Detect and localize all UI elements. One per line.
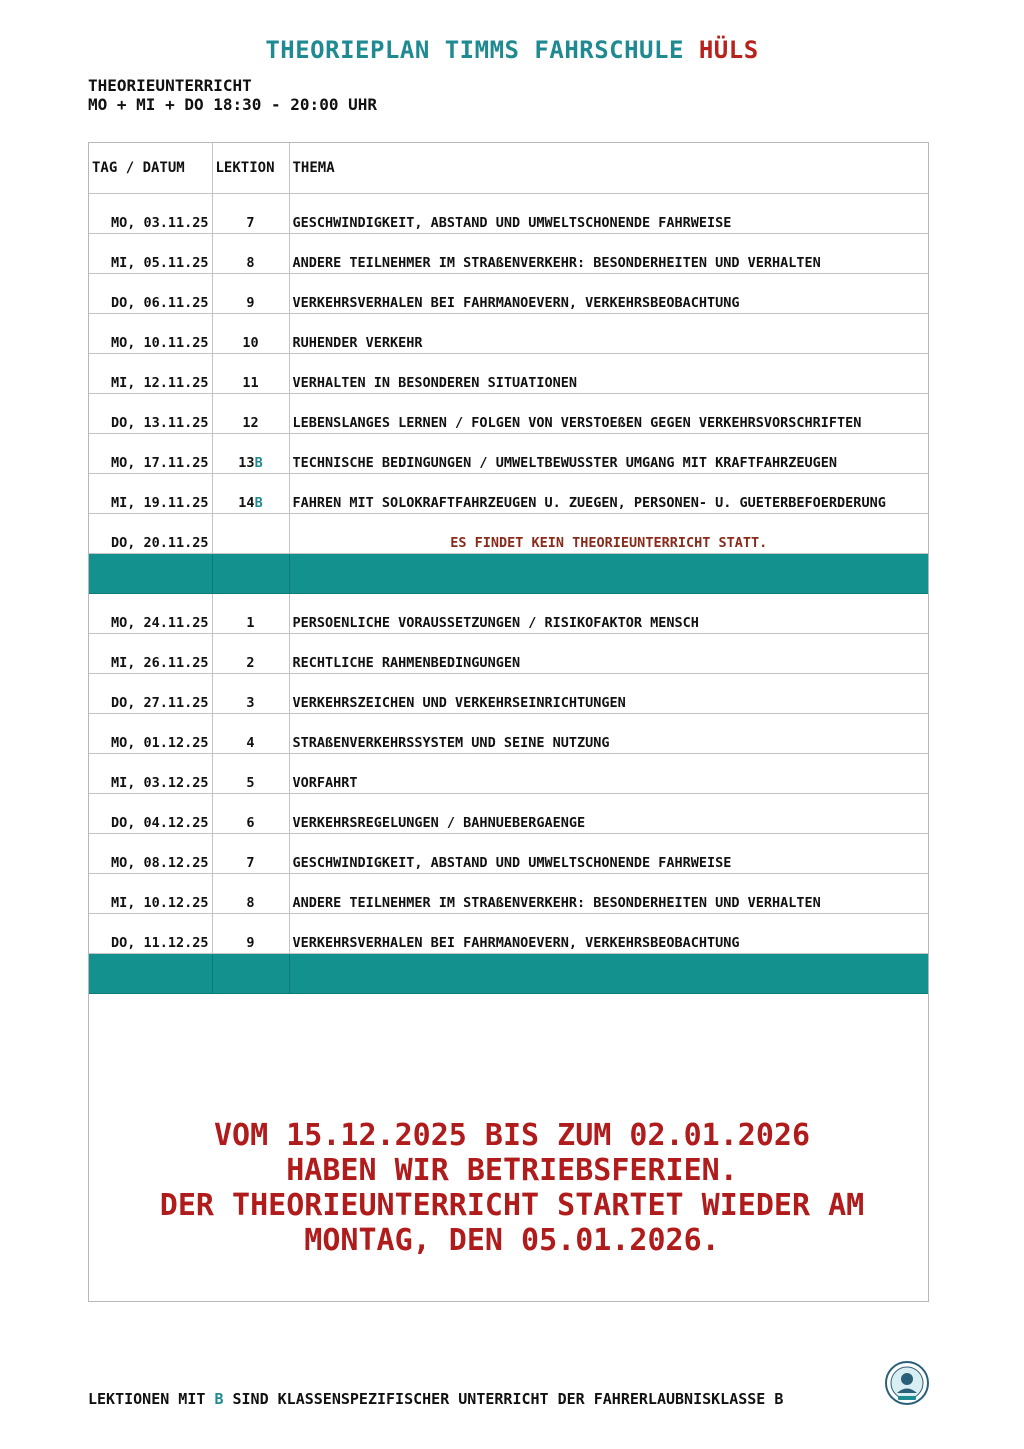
row-topic: ANDERE TEILNEHMER IM STRAßENVERKEHR: BESONDERHEITEN UND VERHALTEN	[289, 874, 928, 914]
row-lesson	[212, 434, 289, 474]
table-row	[89, 234, 928, 274]
row-date: DO, 11.12.25	[89, 914, 212, 954]
row-lesson: 10	[212, 314, 289, 354]
school-logo-icon	[884, 1360, 930, 1406]
table-row	[89, 354, 928, 394]
separator-cell	[89, 554, 212, 594]
schedule-subheading	[88, 76, 377, 114]
row-date: MI, 05.11.25	[89, 234, 212, 274]
row-lesson: 2	[212, 634, 289, 674]
table-header-row	[89, 143, 928, 194]
separator-cell	[89, 954, 212, 994]
row-date: MO, 08.12.25	[89, 834, 212, 874]
separator-cell	[289, 954, 928, 994]
table-row	[89, 194, 928, 234]
row-topic: FAHREN MIT SOLOKRAFTFAHRZEUGEN U. ZUEGEN, PERSONEN- U. GUETERBEFOERDERUNG	[289, 474, 928, 514]
row-date: DO, 13.11.25	[89, 394, 212, 434]
row-topic: VERKEHRSVERHALEN BEI FAHRMANOEVERN, VERKEHRSBEOBACHTUNG	[289, 914, 928, 954]
row-date: MO, 03.11.25	[89, 194, 212, 234]
page-title	[0, 36, 1024, 64]
row-topic: VERKEHRSREGELUNGEN / BAHNUEBERGAENGE	[289, 794, 928, 834]
row-lesson: 9	[212, 274, 289, 314]
table-row	[89, 394, 928, 434]
row-date: MI, 10.12.25	[89, 874, 212, 914]
row-lesson	[212, 474, 289, 514]
row-topic: VORFAHRT	[289, 754, 928, 794]
separator-cell	[289, 554, 928, 594]
row-date: DO, 06.11.25	[89, 274, 212, 314]
table-row	[89, 874, 928, 914]
row-date: DO, 20.11.25	[89, 514, 212, 554]
row-date: DO, 04.12.25	[89, 794, 212, 834]
row-topic: RECHTLICHE RAHMENBEDINGUNGEN	[289, 634, 928, 674]
row-topic: VERKEHRSVERHALEN BEI FAHRMANOEVERN, VERKEHRSBEOBACHTUNG	[289, 274, 928, 314]
table-row	[89, 274, 928, 314]
lesson-number: 13	[238, 455, 255, 471]
footer-text-after: SIND KLASSENSPEZIFISCHER UNTERRICHT DER FAHRERLAUBNISKLASSE B	[223, 1390, 784, 1408]
table-row	[89, 714, 928, 754]
no-class-notice: ES FINDET KEIN THEORIEUNTERRICHT STATT.	[289, 514, 928, 554]
holiday-line-3: DER THEORIEUNTERRICHT STARTET WIEDER AM	[159, 1188, 865, 1223]
row-topic: ANDERE TEILNEHMER IM STRAßENVERKEHR: BESONDERHEITEN UND VERHALTEN	[289, 234, 928, 274]
subtitle-line-2: MO + MI + DO 18:30 - 20:00 UHR	[88, 95, 377, 114]
row-lesson: 12	[212, 394, 289, 434]
class-b-marker: B	[254, 495, 263, 511]
subtitle-line-1: THEORIEUNTERRICHT	[88, 76, 252, 95]
header-date: TAG / DATUM	[89, 143, 212, 194]
header-lesson: LEKTION	[212, 143, 289, 194]
no-class-row	[89, 514, 928, 554]
table-row	[89, 834, 928, 874]
row-topic: TECHNISCHE BEDINGUNGEN / UMWELTBEWUSSTER UMGANG MIT KRAFTFAHRZEUGEN	[289, 434, 928, 474]
table-row	[89, 674, 928, 714]
row-topic: VERKEHRSZEICHEN UND VERKEHRSEINRICHTUNGEN	[289, 674, 928, 714]
table-row	[89, 794, 928, 834]
table-row	[89, 474, 928, 514]
row-topic: STRAßENVERKEHRSSYSTEM UND SEINE NUTZUNG	[289, 714, 928, 754]
title-highlight: HÜLS	[698, 36, 759, 64]
row-topic: PERSOENLICHE VORAUSSETZUNGEN / RISIKOFAKTOR MENSCH	[289, 594, 928, 634]
title-main: THEORIEPLAN TIMMS FAHRSCHULE	[265, 36, 699, 64]
row-lesson: 3	[212, 674, 289, 714]
row-topic: RUHENDER VERKEHR	[289, 314, 928, 354]
row-lesson: 7	[212, 194, 289, 234]
separator-row	[89, 954, 928, 994]
class-b-marker: B	[254, 455, 263, 471]
row-date: DO, 27.11.25	[89, 674, 212, 714]
separator-cell	[212, 954, 289, 994]
row-lesson: 8	[212, 234, 289, 274]
holiday-line-2: HABEN WIR BETRIEBSFERIEN.	[286, 1153, 738, 1188]
row-date: MO, 17.11.25	[89, 434, 212, 474]
row-date: MO, 10.11.25	[89, 314, 212, 354]
row-date: MI, 03.12.25	[89, 754, 212, 794]
row-lesson: 11	[212, 354, 289, 394]
row-date: MI, 12.11.25	[89, 354, 212, 394]
footer-note	[88, 1390, 783, 1408]
row-lesson: 9	[212, 914, 289, 954]
holiday-notice	[0, 1118, 1024, 1258]
row-lesson	[212, 514, 289, 554]
separator-row	[89, 554, 928, 594]
table-row	[89, 914, 928, 954]
row-topic: LEBENSLANGES LERNEN / FOLGEN VON VERSTOEßEN GEGEN VERKEHRSVORSCHRIFTEN	[289, 394, 928, 434]
row-date: MO, 01.12.25	[89, 714, 212, 754]
row-lesson: 6	[212, 794, 289, 834]
separator-cell	[212, 554, 289, 594]
row-topic: GESCHWINDIGKEIT, ABSTAND UND UMWELTSCHONENDE FAHRWEISE	[289, 834, 928, 874]
table-row	[89, 594, 928, 634]
row-date: MO, 24.11.25	[89, 594, 212, 634]
table-row	[89, 634, 928, 674]
row-topic: GESCHWINDIGKEIT, ABSTAND UND UMWELTSCHONENDE FAHRWEISE	[289, 194, 928, 234]
row-lesson: 7	[212, 834, 289, 874]
row-date: MI, 19.11.25	[89, 474, 212, 514]
header-topic: THEMA	[289, 143, 928, 194]
row-lesson: 1	[212, 594, 289, 634]
row-date: MI, 26.11.25	[89, 634, 212, 674]
table-row	[89, 754, 928, 794]
row-lesson: 5	[212, 754, 289, 794]
holiday-line-1: VOM 15.12.2025 BIS ZUM 02.01.2026	[213, 1118, 811, 1153]
row-topic: VERHALTEN IN BESONDEREN SITUATIONEN	[289, 354, 928, 394]
table-row	[89, 314, 928, 354]
table-row	[89, 434, 928, 474]
footer-text-before: LEKTIONEN MIT	[88, 1390, 215, 1408]
row-lesson: 4	[212, 714, 289, 754]
row-lesson: 8	[212, 874, 289, 914]
holiday-line-4: MONTAG, DEN 05.01.2026.	[304, 1223, 720, 1258]
lesson-number: 14	[238, 495, 255, 511]
footer-class-b-marker: B	[214, 1390, 224, 1408]
schedule-table	[89, 143, 928, 994]
